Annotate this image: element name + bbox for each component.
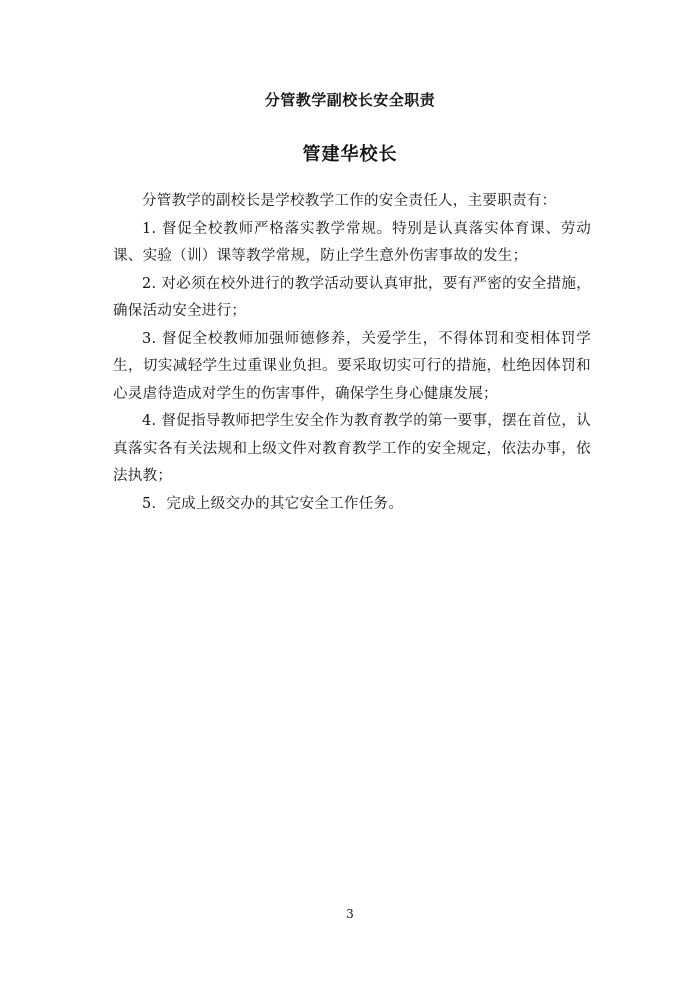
paragraph-item-2: 2. 对必须在校外进行的教学活动要认真审批，要有严密的安全措施，确保活动安全进行； bbox=[113, 275, 591, 319]
paragraph-item-5: 5．完成上级交办的其它安全工作任务。 bbox=[142, 495, 404, 512]
paragraph-item-1: 1. 督促全校教师严格落实教学常规。特别是认真落实体育课、劳动课、实验（训）课等教学常规，防止学生意外伤害事故的发生； bbox=[113, 220, 591, 264]
paragraph-intro: 分管教学的副校长是学校教学工作的安全责任人，主要职责有： bbox=[142, 193, 557, 209]
document-title: 分管教学副校长安全职责 bbox=[264, 91, 436, 109]
document-body bbox=[113, 188, 591, 518]
paragraph-item-3: 3. 督促全校教师加强师德修养，关爱学生，不得体罚和变相体罚学生，切实减轻学生过重课业负担。要采取切实可行的措施，杜绝因体罚和心灵虐待造成对学生的伤害事件，确保学生身心健康发展； bbox=[113, 330, 591, 402]
document-subtitle: 管建华校长 bbox=[302, 144, 398, 165]
paragraph-item-4: 4. 督促指导教师把学生安全作为教育教学的第一要事，摆在首位，认真落实各有关法规和上级文件对教育教学工作的安全规定，依法办事，依法执教； bbox=[113, 413, 591, 484]
page-number: 3 bbox=[346, 907, 354, 921]
